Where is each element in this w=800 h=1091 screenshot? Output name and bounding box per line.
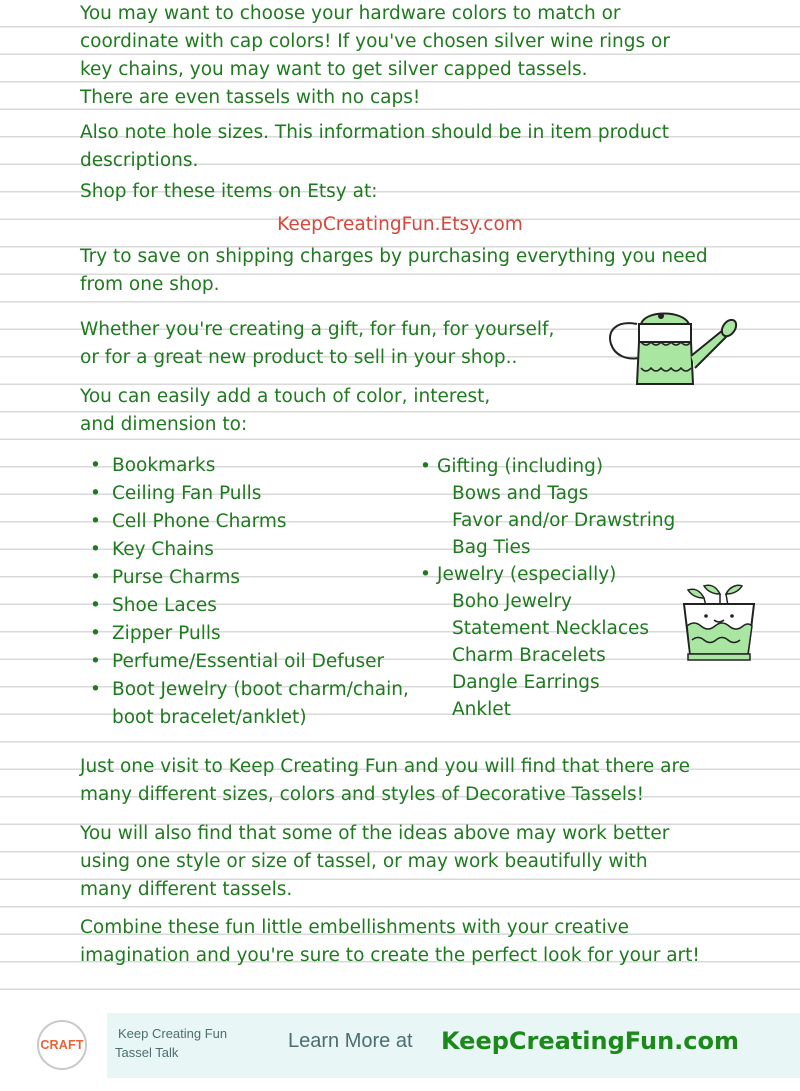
list-item: Anklet bbox=[452, 699, 511, 720]
list-item: • Bookmarks bbox=[80, 452, 409, 480]
shipping-line-1: Try to save on shipping charges by purchasing everything you need bbox=[80, 246, 708, 267]
list-item: • Zipper Pulls bbox=[80, 620, 409, 648]
shop-line: Shop for these items on Etsy at: bbox=[80, 181, 378, 202]
jewelry-heading: • Jewelry (especially) bbox=[420, 561, 675, 588]
add-line-2: and dimension to: bbox=[80, 414, 248, 435]
combine-line-1: Combine these fun little embellishments with your creative bbox=[80, 917, 630, 938]
list-item: Statement Necklaces bbox=[452, 618, 650, 639]
plant-pot-icon bbox=[676, 580, 762, 666]
uses-list bbox=[80, 452, 409, 732]
hardware-line-1: You may want to choose your hardware colors to match or bbox=[80, 3, 621, 24]
gift-line-2: or for a great new product to sell in your shop.. bbox=[80, 347, 518, 368]
list-item: • Key Chains bbox=[80, 536, 409, 564]
ideas-line-2: using one style or size of tassel, or may work beautifully with bbox=[80, 851, 648, 872]
hardware-line-3: key chains, you may want to get silver capped tassels. bbox=[80, 59, 588, 80]
list-item: Bag Ties bbox=[452, 537, 531, 558]
watering-can-icon bbox=[605, 302, 745, 392]
gifting-heading: • Gifting (including) bbox=[420, 453, 675, 480]
hardware-line-4: There are even tassels with no caps! bbox=[80, 87, 421, 108]
learn-more-label: Learn More at bbox=[288, 1030, 413, 1052]
list-item: Favor and/or Drawstring bbox=[452, 510, 676, 531]
list-item-text: boot bracelet/anklet) bbox=[112, 707, 307, 728]
list-item-continued bbox=[80, 704, 409, 732]
list-item: • Purse Charms bbox=[80, 564, 409, 592]
list-item: • Shoe Laces bbox=[80, 592, 409, 620]
hardware-line-2: coordinate with cap colors! If you've chosen silver wine rings or bbox=[80, 31, 670, 52]
etsy-shop-link[interactable]: KeepCreatingFun.Etsy.com bbox=[277, 214, 523, 235]
brand-name: Keep Creating Fun bbox=[118, 1026, 228, 1041]
add-line-1: You can easily add a touch of color, interest, bbox=[80, 386, 491, 407]
list-item: • Boot Jewelry (boot charm/chain, bbox=[80, 676, 409, 704]
list-item: • Perfume/Essential oil Defuser bbox=[80, 648, 409, 676]
brand-subtitle: Tassel Talk bbox=[115, 1045, 179, 1060]
visit-line-1: Just one visit to Keep Creating Fun and you will find that there are bbox=[80, 756, 691, 777]
ideas-line-1: You will also find that some of the ideas above may work better bbox=[80, 823, 670, 844]
visit-line-2: many different sizes, colors and styles of Decorative Tassels! bbox=[80, 784, 645, 805]
combine-line-2: imagination and you're sure to create the perfect look for your art! bbox=[80, 945, 700, 966]
gifting-jewelry-list bbox=[420, 453, 675, 723]
list-item: Charm Bracelets bbox=[452, 645, 606, 666]
craft-logo[interactable] bbox=[37, 1020, 87, 1070]
gift-line-1: Whether you're creating a gift, for fun, for yourself, bbox=[80, 319, 555, 340]
list-item: Dangle Earrings bbox=[452, 672, 600, 693]
website-link[interactable]: KeepCreatingFun.com bbox=[441, 1027, 740, 1055]
holes-line-1: Also note hole sizes. This information should be in item product bbox=[80, 122, 670, 143]
list-item: • Ceiling Fan Pulls bbox=[80, 480, 409, 508]
holes-line-2: descriptions. bbox=[80, 150, 199, 171]
shipping-line-2: from one shop. bbox=[80, 274, 220, 295]
list-item: Bows and Tags bbox=[452, 483, 589, 504]
list-item: • Cell Phone Charms bbox=[80, 508, 409, 536]
list-item: Boho Jewelry bbox=[452, 591, 572, 612]
ideas-line-3: many different tassels. bbox=[80, 879, 293, 900]
craft-logo-text: CRAFT bbox=[40, 1038, 84, 1052]
